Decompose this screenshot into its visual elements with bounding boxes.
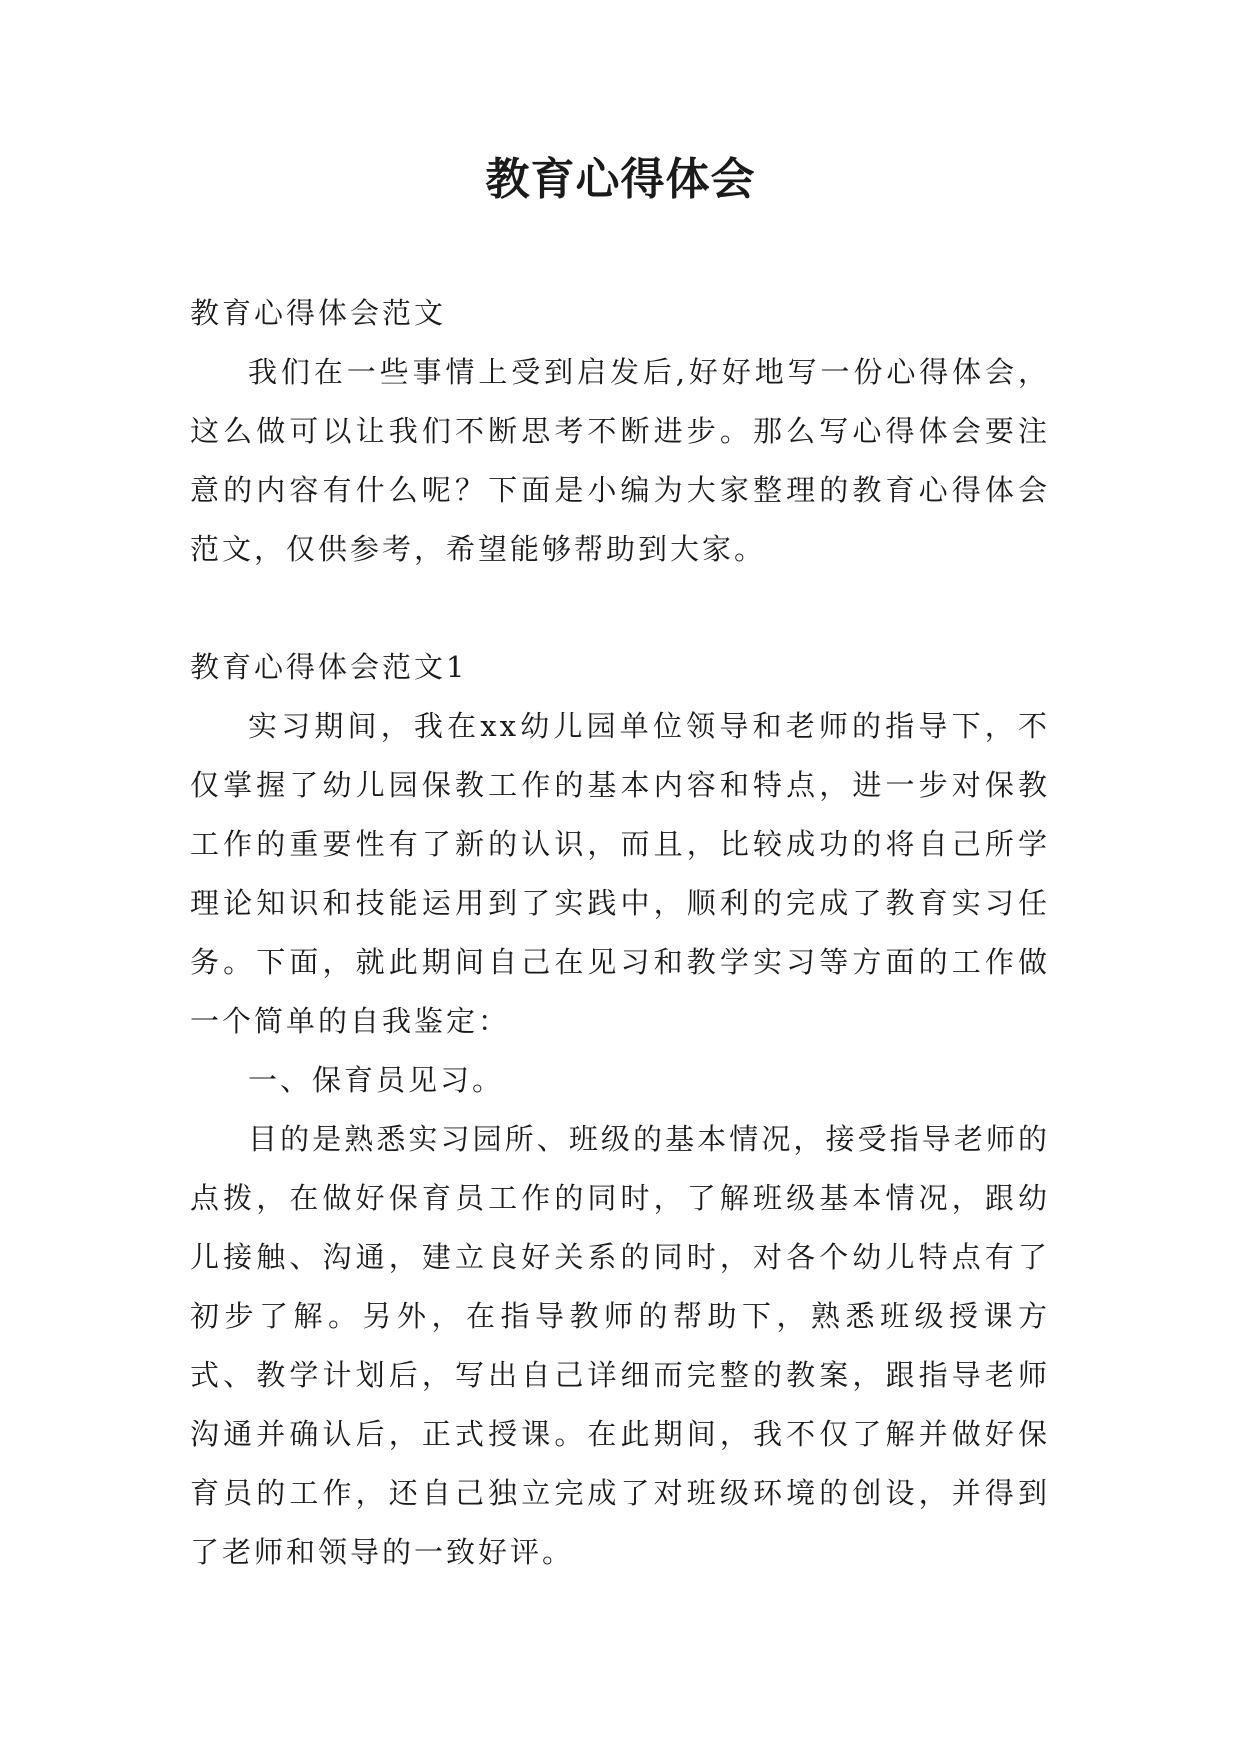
section1-paragraph-2: 目的是熟悉实习园所、班级的基本情况，接受指导老师的点拨，在做好保育员工作的同时，了解班级基本情况，跟幼儿接触、沟通，建立良好关系的同时，对各个幼儿特点有了初步了解。另外，在指导教师的帮助下，熟悉班级授课方式、教学计划后，写出自己详细而完整的教案，跟指导老师沟通并确认后，正式授课。在此期间，我不仅了解并做好保育员的工作，还自己独立完成了对班级环境的创设，并得到了老师和领导的一致好评。: [190, 1122, 1050, 1569]
section1-subheading: 一、保育员见习。: [248, 1063, 505, 1097]
intro-heading: 教育心得体会范文: [190, 296, 447, 330]
document-title: 教育心得体会: [485, 154, 756, 205]
section1-paragraph-1: 实习期间，我在xx幼儿园单位领导和老师的指导下，不仅掌握了幼儿园保教工作的基本内容和特点，进一步对保教工作的重要性有了新的认识，而且，比较成功的将自己所学理论知识和技能运用到了实践中，顺利的完成了教育实习任务。下面，就此期间自己在见习和教学实习等方面的工作做一个简单的自我鉴定：: [190, 709, 1050, 1038]
document-body: [190, 284, 1050, 1582]
section1-heading: 教育心得体会范文1: [190, 650, 468, 684]
intro-paragraph: 我们在一些事情上受到启发后,好好地写一份心得体会，这么做可以让我们不断思考不断进步。那么写心得体会要注意的内容有什么呢？下面是小编为大家整理的教育心得体会范文，仅供参考，希望能够帮助到大家。: [190, 355, 1050, 566]
section-spacer: [190, 579, 1050, 638]
